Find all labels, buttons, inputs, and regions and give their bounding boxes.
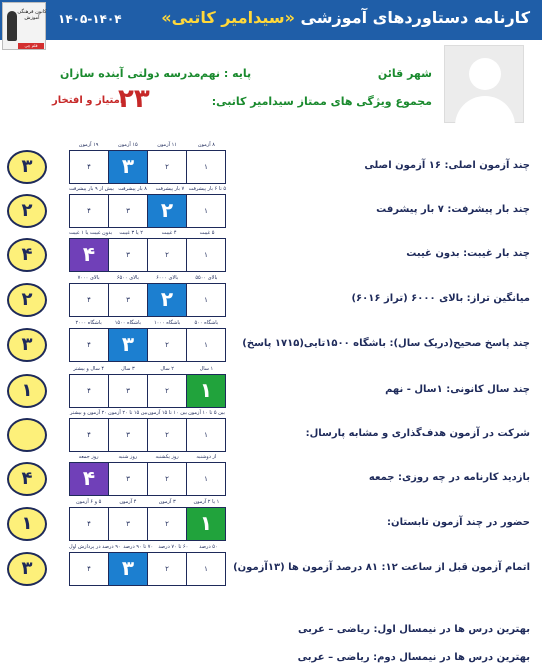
level-cell-value: ۱ (204, 163, 208, 171)
level-label: روز جمعه (78, 454, 99, 460)
level-cell (108, 419, 147, 451)
level-cell-value: ۴ (82, 242, 96, 266)
report-header (0, 0, 542, 48)
row-level-grid (69, 542, 226, 586)
level-cell (186, 284, 225, 316)
row-question: شرکت در آزمون هدف‌گذاری و مشابه پارسال: (305, 428, 530, 439)
level-label: ۲۰ آزمون و بیشتر (70, 410, 107, 416)
level-cell (147, 508, 186, 540)
level-cell-value: ۴ (87, 387, 91, 395)
row-level-grid (69, 364, 226, 408)
avatar-body-icon (455, 96, 515, 136)
row-score-circle (7, 418, 47, 452)
level-cell (70, 329, 108, 361)
level-cell (186, 329, 225, 361)
level-cell (186, 508, 225, 540)
level-cell (186, 239, 225, 271)
row-level-grid (69, 273, 226, 317)
level-cell (186, 463, 225, 495)
level-cell (147, 329, 186, 361)
level-label: بالای ۷۰۰۰ (77, 275, 100, 281)
row-score-value: ۴ (21, 468, 33, 489)
level-label: بالای ۶۵۰۰ (116, 275, 139, 281)
row-question: حضور در چند آزمون تابستان: (387, 517, 530, 528)
total-score: ۲۳ (118, 84, 150, 114)
row-question: چند بار پیشرفت: ۷ بار پیشرفت (376, 204, 530, 215)
level-cell (70, 195, 108, 227)
level-label: از دوشنبه (196, 454, 217, 460)
level-cell (147, 463, 186, 495)
row-score-circle (7, 374, 47, 408)
logo-text: کانون فرهنگی آموزش (17, 9, 47, 21)
level-cell (108, 463, 147, 495)
row-score-value: ۱ (21, 380, 33, 401)
level-labels (69, 228, 226, 238)
row-score-value: ۴ (21, 244, 33, 265)
level-cell (186, 151, 225, 183)
level-cell (108, 329, 147, 361)
level-label: ۸ آزمون (197, 142, 215, 148)
level-cell-value: ۳ (126, 520, 130, 528)
level-label: ۴ آزمون (119, 499, 137, 505)
level-label: ۵ و ۶ آزمون (75, 499, 102, 505)
row-question: چند آزمون اصلی: ۱۶ آزمون اصلی (364, 160, 530, 171)
level-cell-value: ۱ (199, 378, 213, 402)
level-label: ۵ غیبت (199, 230, 215, 236)
level-labels (69, 140, 226, 150)
level-cell-value: ۱ (204, 207, 208, 215)
level-label: ۶۰ تا ۷۰ درصد (158, 544, 189, 550)
page-title (161, 8, 530, 27)
row-score-circle (7, 150, 47, 184)
level-cell (147, 553, 186, 585)
level-label: بالای ۵۵۰۰ (195, 275, 218, 281)
level-cell (147, 284, 186, 316)
best-lessons-second: بهترین درس ها در نیمسال دوم: ریاضی – عربی (297, 652, 530, 663)
level-labels (69, 364, 226, 374)
level-label: بین ۵ تا ۱۰ آزمون (188, 410, 225, 416)
row-score-value: ۳ (21, 558, 33, 579)
level-cell (147, 419, 186, 451)
level-cell (147, 195, 186, 227)
row-score-circle (7, 194, 47, 228)
level-cell (186, 195, 225, 227)
level-label: ۱۵ آزمون (118, 142, 138, 148)
level-cell-value: ۲ (165, 520, 169, 528)
level-cell (70, 463, 108, 495)
level-label: ۳ آزمون (158, 499, 176, 505)
level-cell-value: ۴ (87, 296, 91, 304)
level-labels (69, 452, 226, 462)
level-cell-value: ۱ (204, 251, 208, 259)
level-labels (69, 318, 226, 328)
level-labels (69, 542, 226, 552)
title-prefix: کارنامه دستاوردهای آموزشی (300, 8, 530, 27)
level-label: ۳ سال (121, 366, 135, 372)
row-level-grid (69, 228, 226, 272)
level-label: بین ۱۰ تا ۱۵ آزمون (147, 410, 187, 416)
level-cell-value: ۱ (204, 296, 208, 304)
level-cell-value: ۴ (87, 431, 91, 439)
level-label: ۷ بار پیشرفت (155, 186, 185, 192)
row-question: چند سال کانونی: ۱سال - نهم (385, 384, 530, 395)
level-cell-value: ۲ (165, 163, 169, 171)
level-cell-value: ۴ (87, 207, 91, 215)
level-cell-value: ۱ (204, 565, 208, 573)
level-label: باشگاه ۵۰۰ (194, 320, 219, 326)
level-cell-value: ۴ (82, 466, 96, 490)
row-score-circle (7, 552, 47, 586)
kanoon-logo (2, 2, 46, 50)
row-question: اتمام آزمون قبل از ساعت ۱۲: ۸۱ درصد آزمون ها (۱۳آزمون) (233, 562, 530, 573)
level-cell (70, 284, 108, 316)
grade-label: پایه : نهم (200, 67, 252, 80)
level-cells (69, 462, 226, 496)
level-cells (69, 507, 226, 541)
level-cell (147, 151, 186, 183)
level-cell-value: ۳ (126, 475, 130, 483)
row-level-grid (69, 497, 226, 541)
level-label: ۱ یا ۲ آزمون (193, 499, 220, 505)
level-cell-value: ۴ (87, 520, 91, 528)
level-cell-value: ۲ (165, 565, 169, 573)
row-level-grid (69, 318, 226, 362)
level-label: ۹۰ درصد در پردازش اول (69, 544, 121, 550)
level-cell (70, 419, 108, 451)
row-level-grid (69, 140, 226, 184)
logo-badge: قلم چی (18, 43, 44, 49)
level-cell-value: ۳ (126, 207, 130, 215)
level-cells (69, 194, 226, 228)
level-cells (69, 418, 226, 452)
level-cell (108, 195, 147, 227)
level-cell (70, 508, 108, 540)
student-name: «سیدامیر کاتبی» (161, 8, 295, 27)
level-cell (186, 553, 225, 585)
level-cell (70, 151, 108, 183)
level-cell-value: ۱ (199, 511, 213, 535)
row-score-circle (7, 283, 47, 317)
level-cells (69, 328, 226, 362)
level-cell-value: ۴ (87, 341, 91, 349)
level-label: ۲ یا ۳ غیبت (119, 230, 143, 236)
level-cells (69, 238, 226, 272)
level-cell (70, 375, 108, 407)
level-labels (69, 497, 226, 507)
level-label: بالای ۶۰۰۰ (156, 275, 179, 281)
level-cell-value: ۳ (126, 296, 130, 304)
school-label: مدرسه دولتی آینده سازان (60, 67, 201, 80)
level-label: باشگاه ۱۵۰۰ (114, 320, 142, 326)
level-cell-value: ۳ (126, 431, 130, 439)
level-cell-value: ۲ (165, 251, 169, 259)
level-cells (69, 150, 226, 184)
level-cells (69, 283, 226, 317)
level-label: ۵۰ درصد (199, 544, 218, 550)
level-cell (108, 553, 147, 585)
level-label: ۱۹ آزمون (78, 142, 99, 148)
row-level-grid (69, 408, 226, 452)
row-level-grid (69, 452, 226, 496)
level-labels (69, 408, 226, 418)
row-score-value: ۲ (21, 200, 33, 221)
level-label: ۴ غیبت (161, 230, 177, 236)
student-avatar (444, 45, 524, 123)
level-cell-value: ۳ (121, 332, 135, 356)
level-cell-value: ۲ (165, 341, 169, 349)
level-cell-value: ۳ (126, 251, 130, 259)
row-question: چند بار غیبت: بدون غیبت (406, 248, 530, 259)
level-cell (70, 239, 108, 271)
avatar-head-icon (469, 58, 501, 90)
row-score-circle (7, 462, 47, 496)
level-label: باشگاه ۱۰۰۰ (153, 320, 181, 326)
row-score-value: ۲ (21, 289, 33, 310)
row-score-circle (7, 238, 47, 272)
level-cell (186, 419, 225, 451)
row-question: میانگین تراز: بالای ۶۰۰۰ (تراز ۶۰۱۶) (351, 293, 530, 304)
row-score-value: ۳ (21, 156, 33, 177)
level-label: بیش از ۹ بار پیشرفت (69, 186, 114, 192)
row-score-value: ۱ (21, 513, 33, 534)
summary-label: مجموع ویژگی های ممتاز سیدامیر کاتبی: (211, 95, 432, 108)
row-level-grid (69, 184, 226, 228)
best-lessons-first: بهترین درس ها در نیمسال اول: ریاضی – عربی (298, 624, 530, 635)
level-cells (69, 552, 226, 586)
level-label: ۱ سال (199, 366, 214, 372)
level-cells (69, 374, 226, 408)
level-cell (108, 239, 147, 271)
level-cell-value: ۴ (87, 163, 91, 171)
level-label: ۵ تا ۶ بار پیشرفت (188, 186, 227, 192)
level-labels (69, 273, 226, 283)
level-label: ۴ سال و بیشتر (73, 366, 105, 372)
level-cell (186, 375, 225, 407)
level-cell-value: ۳ (121, 556, 135, 580)
level-label: باشگاه ۲۰۰۰ (75, 320, 102, 326)
level-cell-value: ۱ (204, 431, 208, 439)
level-cell (108, 375, 147, 407)
row-score-circle (7, 328, 47, 362)
level-cell-value: ۲ (160, 198, 174, 222)
level-label: روز شنبه (118, 454, 138, 460)
level-cell-value: ۱ (204, 475, 208, 483)
level-labels (69, 184, 226, 194)
level-cell-value: ۳ (121, 154, 135, 178)
level-label: ۸ بار پیشرفت (118, 186, 147, 192)
level-label: ۷۰ تا ۹۰ درصد (123, 544, 154, 550)
level-cell (70, 553, 108, 585)
row-score-value: ۳ (21, 334, 33, 355)
level-label: روز یکشنبه (155, 454, 179, 460)
level-cell (147, 239, 186, 271)
level-cell (147, 375, 186, 407)
city-label: شهر قائن (377, 67, 432, 80)
level-label: ۱۱ آزمون (157, 142, 177, 148)
level-cell-value: ۴ (87, 565, 91, 573)
row-question: بازدید کارنامه در چه روزی: جمعه (368, 472, 530, 483)
level-cell-value: ۳ (126, 387, 130, 395)
level-label: ۲ سال (160, 366, 174, 372)
row-score-circle (7, 507, 47, 541)
row-question: چند پاسخ صحیح(دریک سال): باشگاه ۱۵۰۰تایی(۱۷۱۵ پاسخ) (242, 338, 530, 349)
level-label: بین ۱۵ تا ۲۰ آزمون (108, 410, 148, 416)
graduate-figure-icon (7, 11, 17, 41)
level-cell (108, 151, 147, 183)
level-cell-value: ۲ (165, 387, 169, 395)
level-cell-value: ۲ (165, 431, 169, 439)
level-cell-value: ۲ (160, 287, 174, 311)
level-cell-value: ۱ (204, 341, 208, 349)
level-cell-value: ۲ (165, 475, 169, 483)
level-cell (108, 284, 147, 316)
academic-years: ۱۴۰۵-۱۴۰۴ (58, 12, 122, 26)
level-label: بدون غیبت یا ۱ غیبت (69, 230, 113, 236)
level-cell (108, 508, 147, 540)
score-label: امتیاز و افتخار (52, 95, 124, 106)
